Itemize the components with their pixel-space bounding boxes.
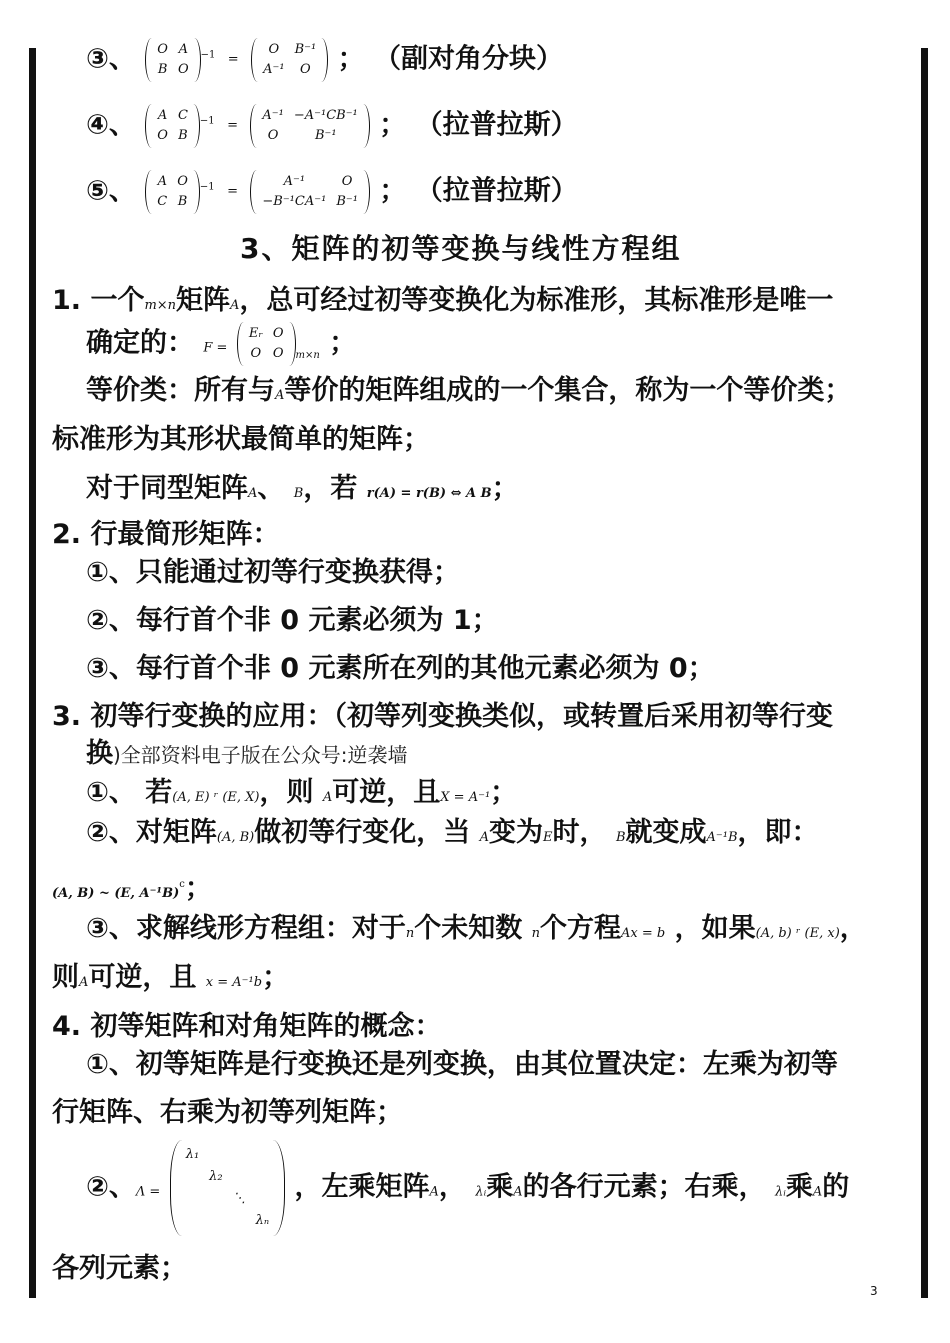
right-border-rule	[921, 48, 928, 1298]
matrix-lhs: A O C B	[145, 170, 200, 214]
paragraph-1-line-2: 确定的： F = Eᵣ O O O $_{m\times n}$ ；	[86, 322, 356, 373]
paragraph-1-line-1: 1. 一个m×n矩阵A，总可经过初等变换化为标准形，其标准形是唯一	[52, 285, 834, 316]
matrix-rhs: A⁻¹ O −B⁻¹CA⁻¹ B⁻¹	[250, 170, 370, 214]
left-border-rule	[29, 48, 36, 1298]
equivalence-line-1: 等价类：所有与A等价的矩阵组成的一个集合，称为一个等价类；	[86, 375, 852, 406]
section-4-item-1: ①、初等矩阵是行变换还是列变换，由其位置决定：左乘为初等	[86, 1049, 838, 1080]
section-3-item-3-cont: 则A可逆，且 x = A⁻¹b；	[52, 962, 290, 993]
section-4-title: 4. 初等矩阵和对角矩阵的概念：	[52, 1011, 442, 1042]
section-title: 3、矩阵的初等变换与线性方程组	[240, 232, 682, 265]
formula-note: （拉普拉斯）	[415, 109, 578, 141]
section-3-item-3: ③、求解线形方程组：对于n个未知数 n个方程Ax = b ，如果(A, b) ʳ (E, x)，	[86, 913, 867, 944]
section-3-title-cont: 换)全部资料电子版在公众号:逆袭墙	[86, 738, 408, 769]
formula-note: （拉普拉斯）	[415, 175, 578, 207]
section-2-item-3: ③、每行首个非 0 元素所在列的其他元素必须为 0；	[86, 653, 715, 684]
item-mark: ③、	[86, 43, 136, 75]
diagonal-matrix: λ₁ λ₂ ⋱ λₙ	[170, 1140, 285, 1236]
item-mark: ④、	[86, 109, 136, 141]
section-4-item-2: ②、Λ = λ₁ λ₂ ⋱ λₙ ，左乘矩阵A， λᵢ乘A的各行元素；右乘， λᵢ乘A的	[86, 1140, 849, 1236]
matrix-rhs: A⁻¹ −A⁻¹CB⁻¹ O B⁻¹	[250, 104, 369, 148]
watermark-note: )全部资料电子版在公众号:逆袭墙	[113, 743, 408, 767]
standard-form-matrix: Eᵣ O O O	[237, 322, 296, 366]
matrix-rhs: O B⁻¹ A⁻¹ O	[251, 38, 328, 82]
section-4-item-2-cont: 各列元素；	[52, 1253, 187, 1284]
section-2-item-2: ②、每行首个非 0 元素必须为 1；	[86, 605, 499, 636]
section-3-title: 3. 初等行变换的应用：（初等列变换类似，或转置后采用初等行变	[52, 701, 833, 732]
section-3-item-2: ②、对矩阵(A, B)做初等行变化，当 A变为E时， B就变成A⁻¹B，即：	[86, 817, 819, 848]
equivalence-line-3: 对于同型矩阵A、 B，若 r(A) = r(B) ⇔ A B；	[86, 473, 519, 504]
matrix-lhs: O A B O	[145, 38, 200, 82]
section-4-item-1-cont: 行矩阵、右乘为初等列矩阵；	[52, 1097, 403, 1128]
section-2-item-1: ①、只能通过初等行变换获得；	[86, 557, 460, 588]
equivalence-line-2: 标准形为其形状最简单的矩阵；	[52, 424, 430, 455]
formula-note: （副对角分块）	[374, 43, 564, 75]
page-number: 3	[870, 1284, 878, 1298]
formula-item-5: ⑤、 A O C B $^{-1}$ = A⁻¹ O −B⁻¹CA⁻¹ B⁻¹ ； （拉普拉斯）	[86, 170, 578, 214]
section-3-item-2-result: (A, B) ~ (E, A⁻¹B)$^c$；	[52, 873, 212, 904]
matrix-lhs: A C O B	[145, 104, 200, 148]
section-3-item-1: ①、 若(A, E) ʳ (E, X)，则 A可逆，且X = A⁻¹；	[86, 777, 518, 808]
formula-item-3: ③、 O A B O $^{-1}$ = O B⁻¹ A⁻¹ O ； （副对角分块）	[86, 38, 563, 82]
section-2-title: 2. 行最简形矩阵：	[52, 519, 280, 550]
formula-item-4: ④、 A C O B $^{-1}$ = A⁻¹ −A⁻¹CB⁻¹ O B⁻¹ ； （拉普拉斯）	[86, 104, 578, 148]
item-mark: ⑤、	[86, 175, 136, 207]
